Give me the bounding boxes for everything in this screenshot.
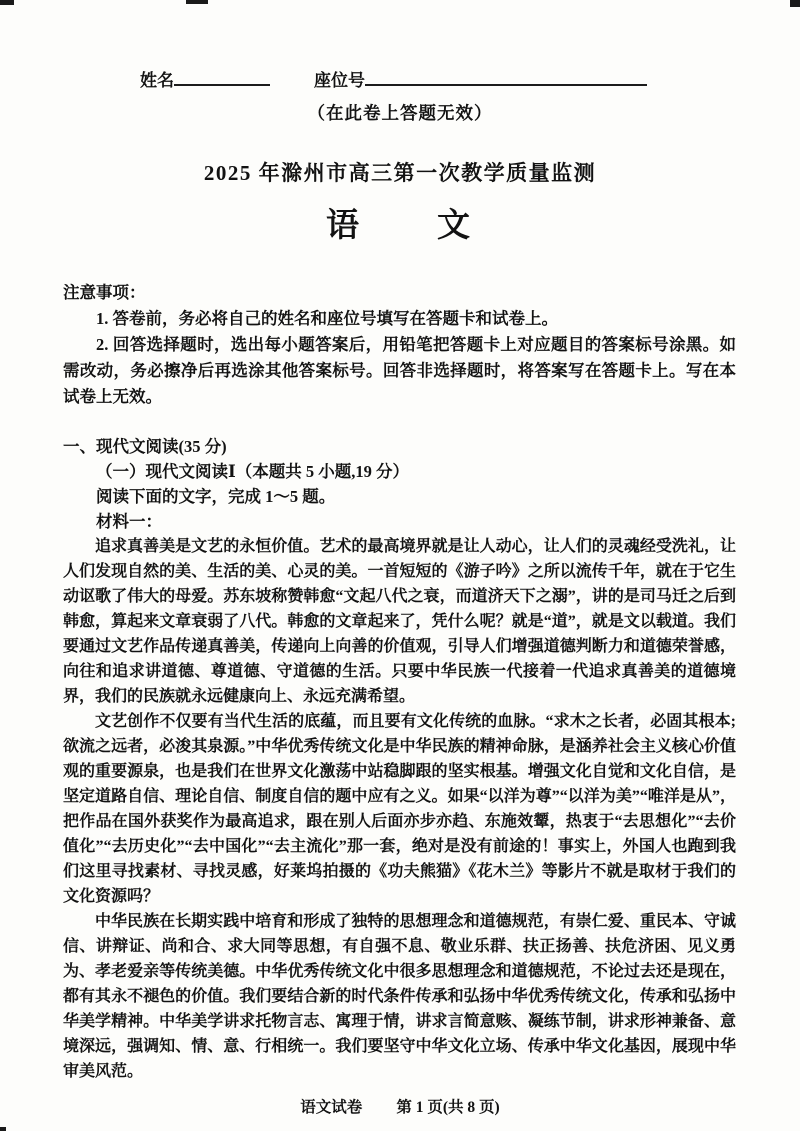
exam-title: 2025 年滁州市高三第一次教学质量监测: [203, 161, 597, 185]
body-paragraph: 文艺创作不仅要有当代生活的底蕴，而且要有文化传统的血脉。“求木之长者，必固其根本;欲流之远者，必浚其泉源。”中华优秀传统文化是中华民族的精神命脉，是涵养社会主义核心价值观的重要源泉，也是我们在世界文化激荡中站稳脚跟的坚实根基。增强文化自觉和文化自信，是坚定道路自信、理论自信、制度自信的题中应有之义。如果“以洋为尊”“以洋为美”“唯洋是从”，把作品在国外获奖作为最高追求，跟在别人后面亦步亦趋、东施效颦，热衷于“去思想化”“去价值化”“去历史化”“去中国化”“去主流化”那一套，绝对是没有前途的！事实上，外国人也跑到我们这里寻找素材、寻找灵感，好莱坞拍摄的《功夫熊猫》《花木兰》等影片不就是取材于我们的文化资源吗？: [63, 713, 736, 905]
body-paragraph: 追求真善美是文艺的永恒价值。艺术的最高境界就是让人动心，让人们的灵魂经受洗礼，让人们发现自然的美、生活的美、心灵的美。一首短短的《游子吟》之所以流传千年，就在于它生动讴歌了伟大的母爱。苏东坡称赞韩愈“文起八代之衰，而道济天下之溺”，讲的是司马迁之后到韩愈，算起来文章衰弱了八代。韩愈的文章起来了，凭什么呢？就是“道”，就是文以载道。我们要通过文艺作品传递真善美，传递向上向善的价值观，引导人们增强道德判断力和道德荣誉感，向往和追求讲道德、尊道德、守道德的生活。只要中华民族一代接着一代追求真善美的道德境界，我们的民族就永远健康向上、永远充满希望。: [63, 538, 736, 705]
part-heading: 一、现代文阅读(35 分): [63, 437, 227, 456]
subject-title: 语 文: [326, 208, 474, 244]
seat-label: 座位号: [314, 71, 365, 90]
reading-instruction: 阅读下面的文字，完成 1～5 题。: [96, 487, 336, 506]
scan-artifact: [0, 0, 14, 5]
sub-heading: （一）现代文阅读Ⅰ（本题共 5 小题,19 分）: [96, 462, 409, 481]
invalid-notice: （在此卷上答题无效）: [307, 103, 493, 123]
notes-heading: 注意事项：: [63, 283, 146, 302]
section-headings: [63, 434, 736, 534]
body-paragraph: 中华民族在长期实践中培育和形成了独特的思想理念和道德规范，有崇仁爱、重民本、守诚信、讲辩证、尚和合、求大同等思想，有自强不息、敬业乐群、扶正扬善、扶危济困、见义勇为、孝老爱亲等传统美德。中华优秀传统文化中很多思想理念和道德规范，不论过去还是现在，都有其永不褪色的价值。我们要结合新的时代条件传承和弘扬中华优秀传统文化，传承和弘扬中华美学精神。中华美学讲求托物言志、寓理于情，讲求言简意赅、凝练节制，讲求形神兼备、意境深远，强调知、情、意、行相统一。我们要坚守中华文化立场、传承中华文化基因，展现中华审美风范。: [63, 913, 736, 1080]
seat-blank-field: [365, 68, 647, 86]
page-footer: [0, 1095, 800, 1117]
note-item: 2. 回答选择题时，选出每小题答案后，用铅笔把答题卡上对应题目的答案标号涂黑。如需改动，务必擦净后再选涂其他答案标号。回答非选择题时，将答案写在答题卡上。写在本试卷上无效。: [63, 335, 736, 406]
note-item: 1. 答卷前，务必将自己的姓名和座位号填写在答题卡和试卷上。: [96, 309, 558, 328]
reading-material: [63, 534, 736, 1084]
scan-artifact: [790, 0, 800, 7]
scan-artifact: [186, 0, 208, 4]
notes-section: [63, 280, 736, 410]
scan-artifact: [0, 1127, 6, 1131]
name-blank-field: [174, 68, 270, 86]
name-label: 姓名: [140, 71, 174, 90]
footer-doc-label: 语文试卷: [300, 1099, 363, 1116]
name-seat-row: [140, 66, 736, 91]
footer-page-number: 第 1 页(共 8 页): [396, 1099, 500, 1116]
material-label: 材料一：: [96, 512, 162, 531]
